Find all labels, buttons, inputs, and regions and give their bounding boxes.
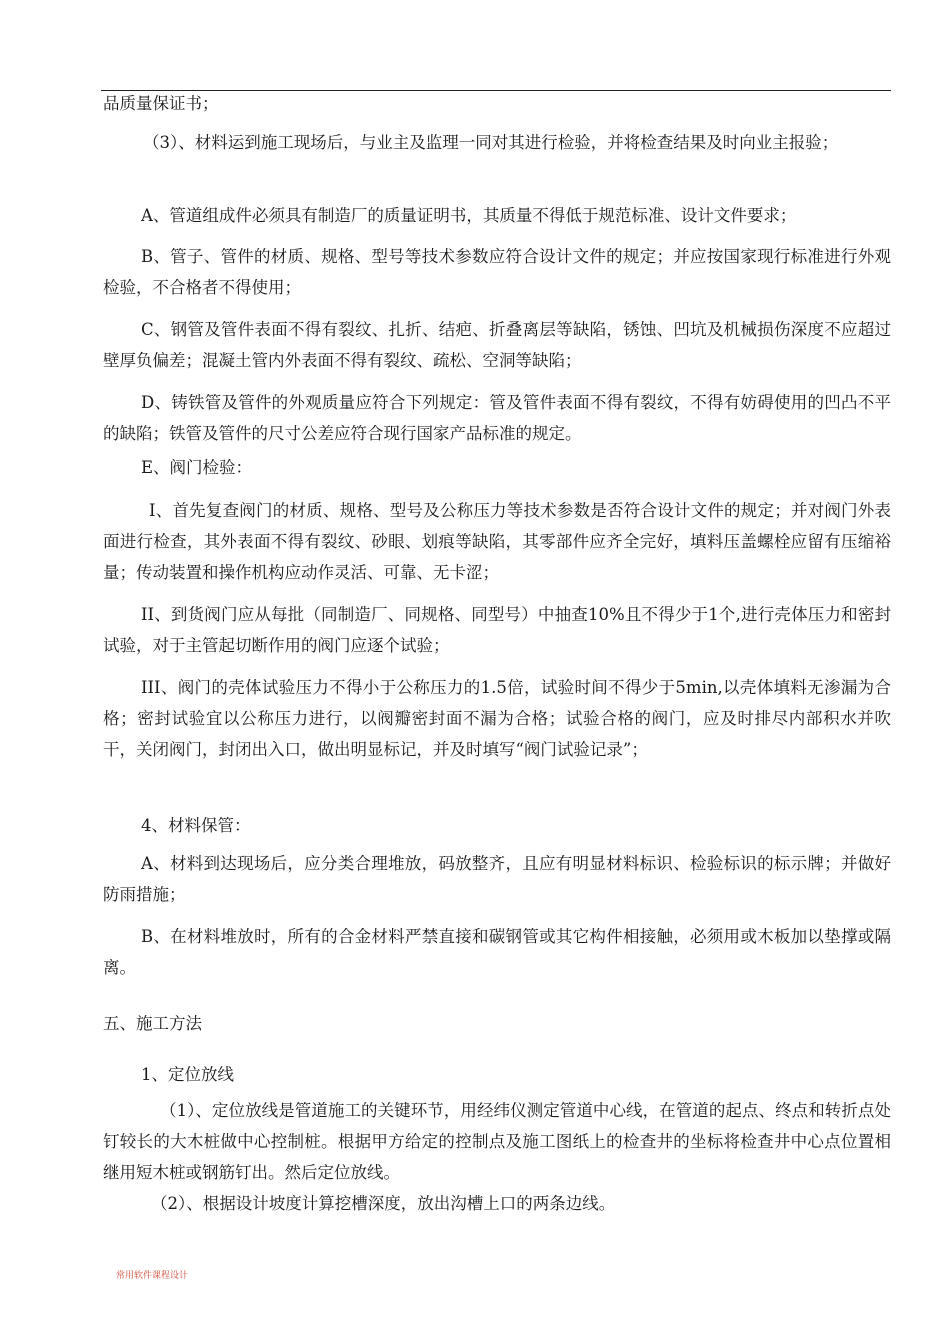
footer-note: 常用软件课程设计 [116, 1271, 189, 1281]
paragraph-valve-ii: II、到货阀门应从每批（同制造厂、同规格、同型号）中抽查10%且不得少于1个,进行壳体压力和密封试验，对于主管起切断作用的阀门应逐个试验； [103, 605, 891, 655]
paragraph-material-inspection: （3）、材料运到施工现场后，与业主及监理一同对其进行检验，并将检查结果及时向业主报验； [143, 133, 839, 152]
section-heading-construction-method: 五、施工方法 [103, 1014, 202, 1033]
paragraph-item-b: B、管子、管件的材质、规格、型号等技术参数应符合设计文件的规定；并应按国家现行标准进行外观检验，不合格者不得使用； [103, 247, 891, 297]
subheading-positioning: 1、定位放线 [141, 1065, 234, 1084]
paragraph-item-c: C、钢管及管件表面不得有裂纹、扎折、结疤、折叠离层等缺陷，锈蚀、凹坑及机械损伤深度不应超过壁厚负偏差；混凝土管内外表面不得有裂纹、疏松、空洞等缺陷； [103, 320, 891, 370]
paragraph-storage-heading: 4、材料保管： [141, 816, 251, 835]
paragraph-storage-a: A、材料到达现场后，应分类合理堆放，码放整齐，且应有明显材料标识、检验标识的标示牌；并做好防雨措施； [103, 854, 891, 904]
paragraph-continuation: 品质量保证书； [103, 94, 219, 113]
paragraph-item-e: E、阀门检验： [141, 458, 253, 477]
paragraph-positioning-2: （2）、根据设计坡度计算挖槽深度，放出沟槽上口的两条边线。 [151, 1194, 616, 1213]
paragraph-valve-iii: III、阀门的壳体试验压力不得小于公称压力的1.5倍，试验时间不得少于5min,以壳体填料无渗漏为合格；密封试验宜以公称压力进行，以阀瓣密封面不漏为合格；试验合格的阀门，应及时排尽内部积水并吹干，关闭阀门，封闭出入口，做出明显标记，并及时填写“阀门试验记录”； [103, 678, 891, 759]
paragraph-item-a: A、管道组成件必须具有制造厂的质量证明书，其质量不得低于规范标准、设计文件要求； [141, 206, 797, 225]
paragraph-positioning-1: （1）、定位放线是管道施工的关键环节，用经纬仪测定管道中心线，在管道的起点、终点和转折点处钉较长的大木桩做中心控制桩。根据甲方给定的控制点及施工图纸上的检查井的坐标将检查井中心点位置相继用短木桩或钢筋钉出。然后定位放线。 [103, 1101, 891, 1182]
paragraph-storage-b: B、在材料堆放时，所有的合金材料严禁直接和碳钢管或其它构件相接触，必须用或木板加以垫撑或隔离。 [103, 927, 891, 977]
paragraph-valve-i: I、首先复查阀门的材质、规格、型号及公称压力等技术参数是否符合设计文件的规定；并对阀门外表面进行检查，其外表面不得有裂纹、砂眼、划痕等缺陷，其零部件应齐全完好，填料压盖螺栓应留有压缩裕量；传动装置和操作机构应动作灵活、可靠、无卡涩； [103, 501, 891, 582]
paragraph-item-d: D、铸铁管及管件的外观质量应符合下列规定：管及管件表面不得有裂纹，不得有妨碍使用的凹凸不平的缺陷；铁管及管件的尺寸公差应符合现行国家产品标准的规定。 [103, 393, 891, 443]
